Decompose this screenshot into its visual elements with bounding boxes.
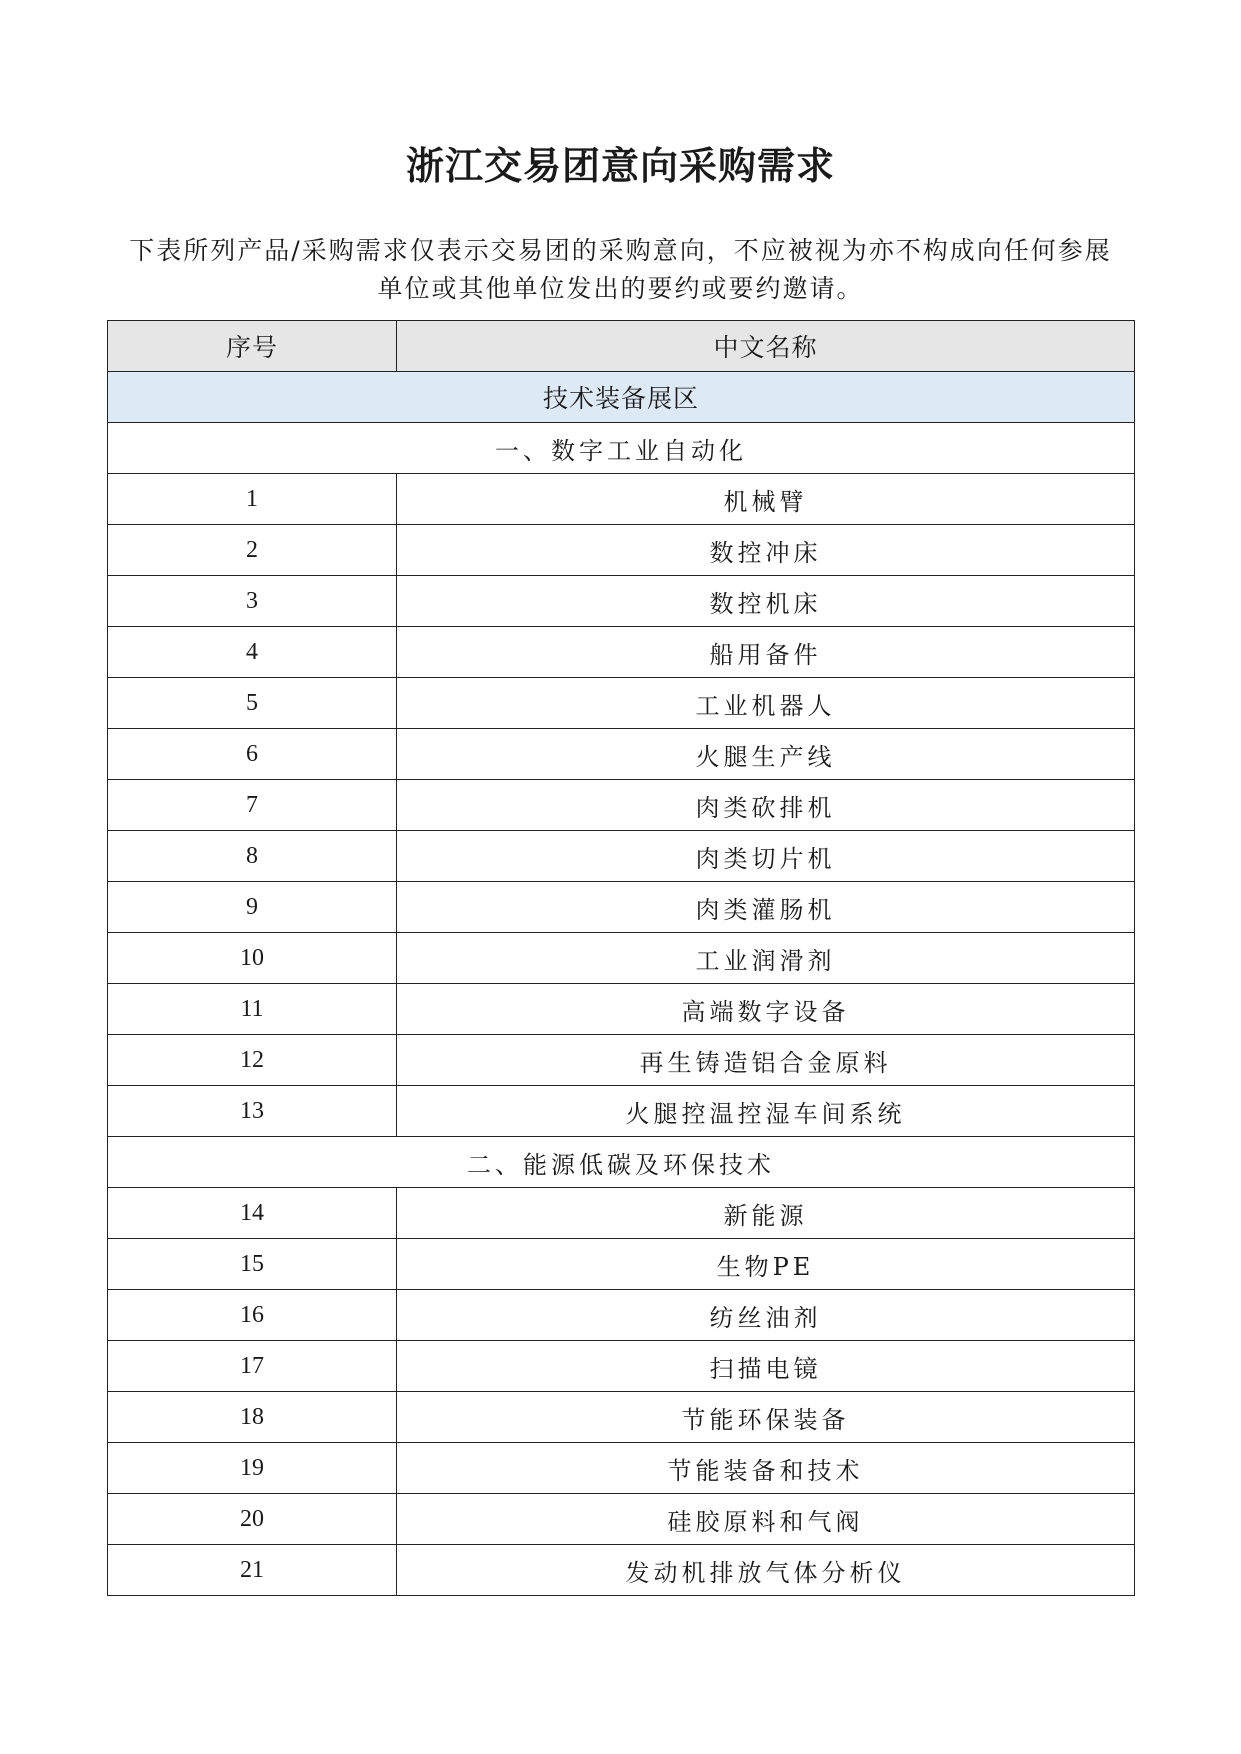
intro-line-1: 下表所列产品/采购需求仅表示交易团的采购意向，不应被视为亦不构成向任何参展 <box>129 236 1112 265</box>
item-name: 火腿控温控湿车间系统 <box>397 1086 1135 1137</box>
table-row <box>108 627 1135 678</box>
table-row <box>108 576 1135 627</box>
table-row <box>108 882 1135 933</box>
item-number: 21 <box>108 1545 397 1596</box>
item-name: 数控冲床 <box>397 525 1135 576</box>
item-number: 13 <box>108 1086 397 1137</box>
item-number: 1 <box>108 474 397 525</box>
item-name: 节能装备和技术 <box>397 1443 1135 1494</box>
item-number: 8 <box>108 831 397 882</box>
header-chinese-name: 中文名称 <box>397 321 1135 372</box>
item-name: 数控机床 <box>397 576 1135 627</box>
table-row <box>108 780 1135 831</box>
item-number: 9 <box>108 882 397 933</box>
item-name: 船用备件 <box>397 627 1135 678</box>
item-number: 10 <box>108 933 397 984</box>
zone-row <box>108 372 1135 423</box>
table-row <box>108 1341 1135 1392</box>
table-row <box>108 1035 1135 1086</box>
category-row <box>108 1137 1135 1188</box>
item-number: 11 <box>108 984 397 1035</box>
table-row <box>108 525 1135 576</box>
item-number: 16 <box>108 1290 397 1341</box>
item-name: 肉类切片机 <box>397 831 1135 882</box>
item-number: 6 <box>108 729 397 780</box>
item-number: 15 <box>108 1239 397 1290</box>
table-row <box>108 1494 1135 1545</box>
item-name: 新能源 <box>397 1188 1135 1239</box>
item-number: 12 <box>108 1035 397 1086</box>
item-name: 机械臂 <box>397 474 1135 525</box>
intro-paragraph <box>100 232 1141 308</box>
item-name: 硅胶原料和气阀 <box>397 1494 1135 1545</box>
item-name: 火腿生产线 <box>397 729 1135 780</box>
table-row <box>108 1290 1135 1341</box>
table-row <box>108 1239 1135 1290</box>
header-number: 序号 <box>108 321 397 372</box>
item-name: 节能环保装备 <box>397 1392 1135 1443</box>
table-row <box>108 729 1135 780</box>
table-row <box>108 984 1135 1035</box>
item-name: 肉类砍排机 <box>397 780 1135 831</box>
item-number: 3 <box>108 576 397 627</box>
item-number: 7 <box>108 780 397 831</box>
item-name: 生物PE <box>397 1239 1135 1290</box>
category-title: 一、数字工业自动化 <box>108 423 1135 474</box>
table-row <box>108 1443 1135 1494</box>
zone-title: 技术装备展区 <box>108 372 1135 423</box>
category-row <box>108 423 1135 474</box>
item-name: 纺丝油剂 <box>397 1290 1135 1341</box>
item-name: 工业机器人 <box>397 678 1135 729</box>
item-name: 再生铸造铝合金原料 <box>397 1035 1135 1086</box>
item-name: 肉类灌肠机 <box>397 882 1135 933</box>
item-number: 14 <box>108 1188 397 1239</box>
table-row <box>108 1188 1135 1239</box>
item-number: 18 <box>108 1392 397 1443</box>
category-title: 二、能源低碳及环保技术 <box>108 1137 1135 1188</box>
table-row <box>108 1545 1135 1596</box>
item-name: 高端数字设备 <box>397 984 1135 1035</box>
item-number: 20 <box>108 1494 397 1545</box>
table-row <box>108 474 1135 525</box>
item-number: 4 <box>108 627 397 678</box>
item-name: 发动机排放气体分析仪 <box>397 1545 1135 1596</box>
item-number: 19 <box>108 1443 397 1494</box>
table-row <box>108 678 1135 729</box>
item-number: 5 <box>108 678 397 729</box>
intro-line-2: 单位或其他单位发出的要约或要约邀请。 <box>377 274 864 303</box>
item-name: 扫描电镜 <box>397 1341 1135 1392</box>
table-row <box>108 933 1135 984</box>
table-row <box>108 1086 1135 1137</box>
item-number: 2 <box>108 525 397 576</box>
table-header-row <box>108 321 1135 372</box>
procurement-table <box>107 320 1135 1596</box>
table-row <box>108 831 1135 882</box>
table-row <box>108 1392 1135 1443</box>
page-title: 浙江交易团意向采购需求 <box>405 144 835 188</box>
item-name: 工业润滑剂 <box>397 933 1135 984</box>
item-number: 17 <box>108 1341 397 1392</box>
